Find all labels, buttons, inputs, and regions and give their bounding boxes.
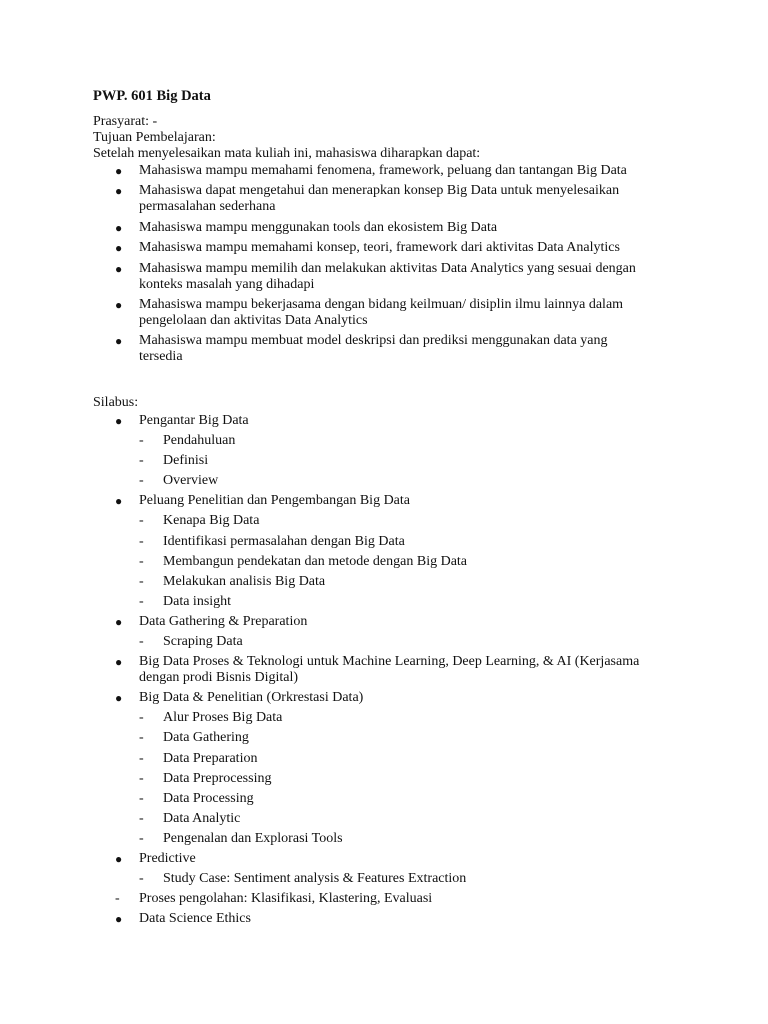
syllabus-dash-text: Proses pengolahan: Klasifikasi, Klastering, Evaluasi <box>139 891 433 907</box>
syllabus-topic <box>93 493 693 610</box>
dash-marker: - <box>139 533 144 549</box>
subtopic-text: Scraping Data <box>163 634 243 650</box>
bullet-icon: ● <box>115 334 123 349</box>
subtopic-text: Overview <box>163 473 219 489</box>
subtopic-item <box>139 791 693 807</box>
subtopic-text: Identifikasi permasalahan dengan Big Data <box>163 533 405 549</box>
goal-text-line: Mahasiswa mampu membuat model deskripsi dan prediksi menggunakan data yang <box>139 333 608 349</box>
subtopic-text: Definisi <box>163 453 209 469</box>
syllabus-list <box>93 413 693 931</box>
bullet-icon: ● <box>115 261 123 276</box>
bullet-icon: ● <box>115 912 123 927</box>
subtopic-item <box>139 453 693 469</box>
subtopic-item <box>139 831 693 847</box>
tujuan-label: Tujuan Pembelajaran: <box>93 130 216 145</box>
goal-item <box>93 261 693 293</box>
topic-text-line: Predictive <box>139 851 196 867</box>
goal-text-line: Mahasiswa mampu memahami fenomena, framework, peluang dan tantangan Big Data <box>139 163 627 178</box>
syllabus-topic <box>93 851 693 887</box>
subtopic-item <box>139 634 693 650</box>
syllabus-topic <box>93 911 693 927</box>
topic-text-line: dengan prodi Bisnis Digital) <box>139 670 299 686</box>
dash-marker: - <box>139 473 144 489</box>
subtopic-item <box>139 554 693 570</box>
subtopic-text: Pendahuluan <box>163 433 236 448</box>
goal-item <box>93 297 693 329</box>
goal-item <box>93 183 693 215</box>
topic-text-line: Data Science Ethics <box>139 911 251 927</box>
goal-item <box>93 163 693 179</box>
subtopic-item <box>139 513 693 529</box>
subtopic-item <box>139 574 693 590</box>
goal-text-line: Mahasiswa mampu menggunakan tools dan ekosistem Big Data <box>139 219 498 235</box>
subtopic-item <box>139 534 693 550</box>
goal-text-line: Mahasiswa mampu bekerjasama dengan bidang keilmuan/ disiplin ilmu lainnya dalam <box>139 296 624 312</box>
subtopic-item <box>139 710 693 726</box>
bullet-icon: ● <box>115 655 123 670</box>
dash-marker: - <box>139 573 144 589</box>
subtopic-text: Data Processing <box>163 790 254 806</box>
syllabus-topic <box>93 413 693 489</box>
bullet-icon: ● <box>115 241 123 256</box>
topic-text-line: Pengantar Big Data <box>139 413 249 428</box>
bullet-icon: ● <box>115 615 123 630</box>
subtopic-item <box>139 730 693 746</box>
subtopic-text: Data Analytic <box>163 811 241 827</box>
bullet-icon: ● <box>115 494 123 509</box>
dash-marker: - <box>139 513 144 529</box>
dash-marker: - <box>139 710 144 726</box>
subtopic-text: Alur Proses Big Data <box>163 710 283 726</box>
syllabus-topic <box>93 654 693 686</box>
subtopic-text: Membangun pendekatan dan metode dengan Big Data <box>163 553 468 569</box>
dash-marker: - <box>139 594 144 610</box>
goal-text-line: Mahasiswa dapat mengetahui dan menerapkan konsep Big Data untuk menyelesaikan <box>139 183 620 199</box>
topic-text-line: Data Gathering & Preparation <box>139 614 308 630</box>
bullet-icon: ● <box>115 414 123 428</box>
goal-text-line: tersedia <box>139 349 183 365</box>
dash-marker: - <box>139 750 144 766</box>
subtopic-item <box>139 811 693 827</box>
bullet-icon: ● <box>115 297 123 312</box>
dash-marker: - <box>139 453 144 469</box>
subtopic-text: Study Case: Sentiment analysis & Features Extraction <box>163 871 467 887</box>
dash-marker: - <box>139 831 144 847</box>
goal-text-line: permasalahan sederhana <box>139 199 276 215</box>
subtopic-text: Data Preparation <box>163 750 258 766</box>
silabus-label: Silabus: <box>93 395 139 410</box>
subtopic-item <box>139 771 693 787</box>
syllabus-topic <box>93 614 693 650</box>
subtopic-list <box>139 513 693 610</box>
goal-text-line: pengelolaan dan aktivitas Data Analytics <box>139 312 368 328</box>
syllabus-topic <box>93 690 693 847</box>
dash-marker: - <box>139 871 144 887</box>
goal-item <box>93 333 693 365</box>
goal-text-line: Mahasiswa mampu memahami konsep, teori, framework dari aktivitas Data Analytics <box>139 240 620 256</box>
topic-text-line: Peluang Penelitian dan Pengembangan Big Data <box>139 493 410 509</box>
subtopic-text: Melakukan analisis Big Data <box>163 573 326 589</box>
subtopic-text: Data Gathering <box>163 730 249 746</box>
subtopic-list <box>139 634 693 650</box>
prasyarat-line: Prasyarat: - <box>93 114 158 129</box>
subtopic-item <box>139 751 693 767</box>
goal-text-line: Mahasiswa mampu memilih dan melakukan aktivitas Data Analytics yang sesuai dengan <box>139 260 636 276</box>
dash-marker: - <box>139 553 144 569</box>
bullet-icon: ● <box>115 164 123 178</box>
syllabus-dash-item <box>93 891 693 907</box>
intro-block <box>93 114 480 162</box>
topic-text-line: Big Data & Penelitian (Orkrestasi Data) <box>139 690 364 706</box>
subtopic-text: Data insight <box>163 594 232 610</box>
dash-marker: - <box>139 770 144 786</box>
dash-marker: - <box>139 790 144 806</box>
subtopic-item <box>139 594 693 610</box>
topic-text-line: Big Data Proses & Teknologi untuk Machine Learning, Deep Learning, & AI (Kerjasama <box>139 654 640 670</box>
goal-item <box>93 220 693 236</box>
page-title: PWP. 601 Big Data <box>93 88 211 104</box>
learning-goals-list <box>93 163 693 370</box>
bullet-icon: ● <box>115 220 123 235</box>
subtopic-text: Pengenalan dan Explorasi Tools <box>163 831 343 847</box>
bullet-icon: ● <box>115 184 123 199</box>
subtopic-item <box>139 433 693 449</box>
bullet-icon: ● <box>115 852 123 867</box>
subtopic-item <box>139 473 693 489</box>
subtopic-list <box>139 433 693 489</box>
dash-marker: - <box>139 730 144 746</box>
dash-marker: - <box>139 634 144 650</box>
goal-item <box>93 240 693 256</box>
dash-marker: - <box>139 433 144 448</box>
dash-marker: - <box>139 811 144 827</box>
dash-marker: - <box>115 891 120 907</box>
subtopic-list <box>139 871 693 887</box>
subtopic-text: Kenapa Big Data <box>163 513 260 529</box>
goal-text-line: konteks masalah yang dihadapi <box>139 276 315 292</box>
subtopic-text: Data Preprocessing <box>163 770 272 786</box>
subtopic-list <box>139 710 693 847</box>
bullet-icon: ● <box>115 691 123 706</box>
subtopic-item <box>139 871 693 887</box>
tujuan-intro: Setelah menyelesaikan mata kuliah ini, mahasiswa diharapkan dapat: <box>93 146 481 161</box>
